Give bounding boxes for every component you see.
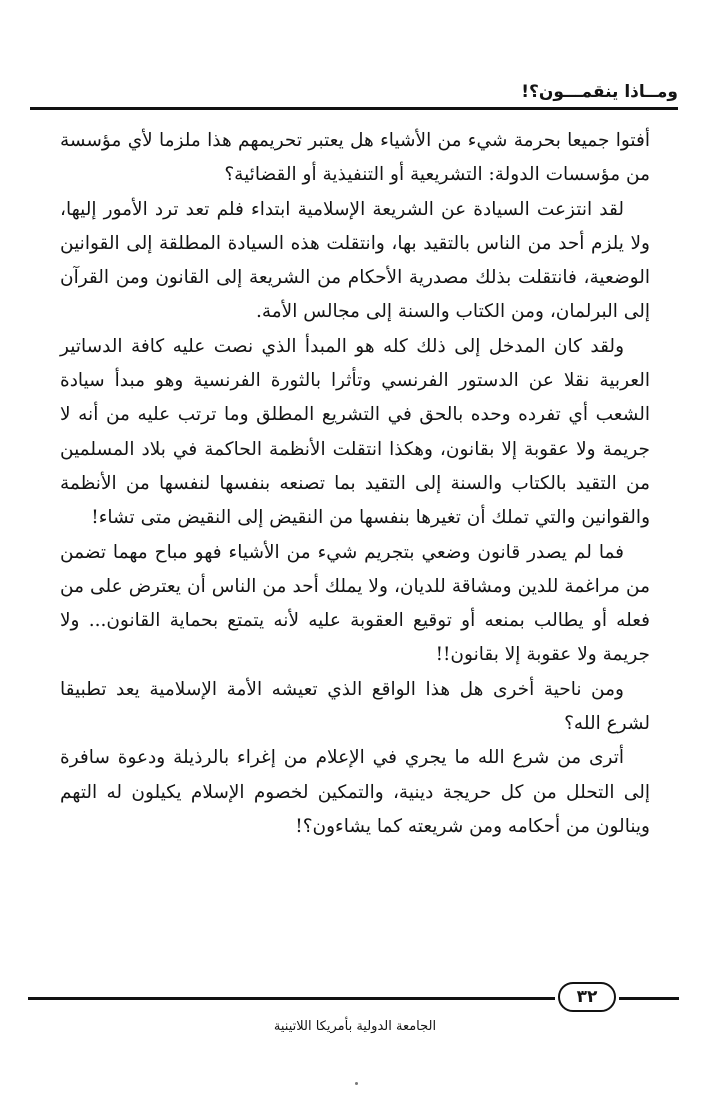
body-text	[60, 124, 650, 844]
publisher-name: الجامعة الدولية بأمريكا اللاتينية	[273, 1019, 437, 1034]
header-rule	[30, 107, 678, 110]
page-header	[30, 80, 678, 104]
page-speck	[355, 1082, 358, 1085]
paragraph-1: أفتوا جميعا بحرمة شيء من الأشياء هل يعتبر تحريمهم هذا ملزما لأي مؤسسة من مؤسسات الدولة: التشريعية أو التنفيذية أو القضائية؟	[60, 130, 650, 186]
footer-rule-left	[28, 997, 555, 1000]
footer-rule-right	[619, 997, 679, 1000]
running-title: ومــاذا ينقمـــون؟!	[521, 82, 678, 102]
paragraph-6: أترى من شرع الله ما يجري في الإعلام من إغراء بالرذيلة ودعوة سافرة إلى التحلل من كل حريجة دينية، والتمكين لخصوم الإسلام يكيلون له التهم وينالون من أحكامه ومن شريعته كما يشاءون؟!	[60, 747, 650, 837]
paragraph-5: ومن ناحية أخرى هل هذا الواقع الذي تعيشه الأمة الإسلامية يعد تطبيقا لشرع الله؟	[60, 678, 650, 735]
paragraph-4: فما لم يصدر قانون وضعي بتجريم شيء من الأشياء فهو مباح مهما تضمن من مراغمة للدين ومشاقة للديان، ولا يملك أحد من الناس أن يعترض على من فعله أو يطالب بمنعه أو توقيع العقوبة عليه لأنه يتمتع بحماية القانون... ولا جريمة ولا عقوبة إلا بقانون!!	[60, 541, 650, 666]
paragraph-3: ولقد كان المدخل إلى ذلك كله هو المبدأ الذي نصت عليه كافة الدساتير العربية نقلا عن الدستور الفرنسي وتأثرا بالثورة الفرنسية وهو مبدأ سيادة الشعب أي تفرده وحده بالحق في التشريع المطلق وما ترتب عليه من أنه لا جريمة ولا عقوبة إلا بقانون، وهكذا انتقلت الأنظمة الحاكمة في بلاد المسلمين من التقيد بالكتاب والسنة إلى التقيد بما تصنعه بنفسها لنفسها من الأنظمة والقوانين والتي تملك أن تغيرها بنفسها من النقيض إلى النقيض متى تشاء!	[60, 335, 650, 529]
page-number: ٣٢	[558, 982, 616, 1012]
paragraph-2: لقد انتزعت السيادة عن الشريعة الإسلامية ابتداء فلم تعد ترد الأمور إليها، ولا يلزم أحد من الناس بالتقيد بها، وانتقلت هذه السيادة المطلقة إلى القوانين الوضعية، فانتقلت بذلك مصدرية الأحكام من الشريعة إلى القانون ومن القرآن إلى البرلمان، ومن الكتاب والسنة إلى مجالس الأمة.	[60, 198, 650, 323]
